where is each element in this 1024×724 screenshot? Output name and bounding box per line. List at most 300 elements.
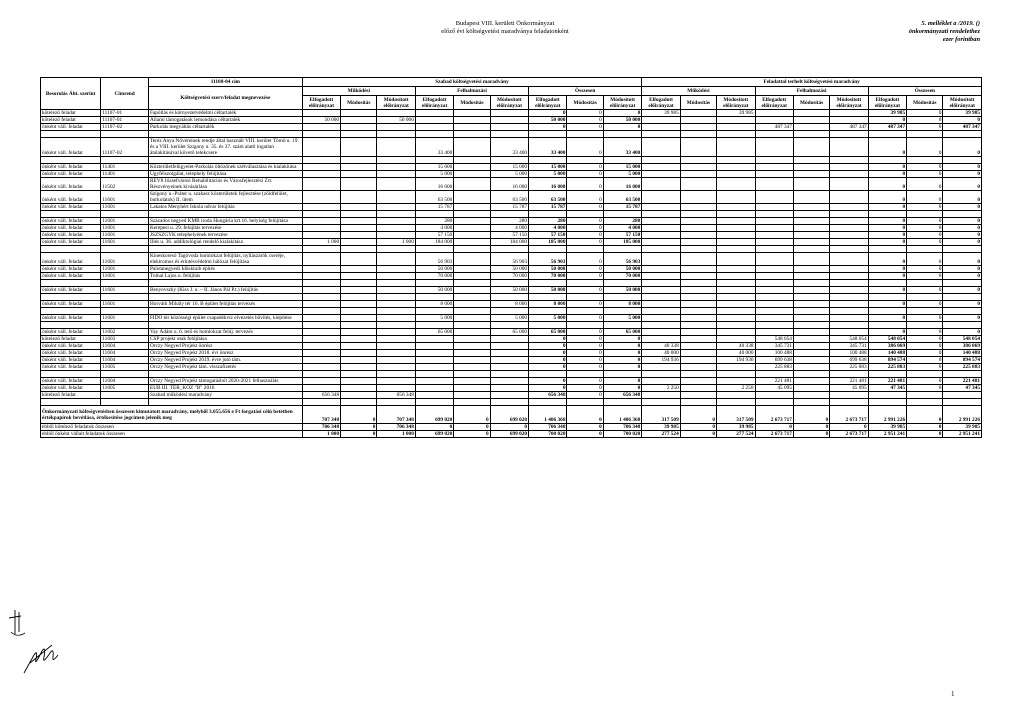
value-cell: [377, 253, 415, 266]
row-description: Állami támogatások lemondása céltartalék: [148, 117, 302, 124]
blank-cell: [943, 280, 982, 287]
value-cell: [830, 225, 868, 232]
value-cell: 0: [907, 266, 943, 273]
blank-cell: [680, 294, 716, 301]
value-cell: [755, 191, 793, 204]
blank-cell: [101, 322, 149, 329]
value-cell: 0: [907, 315, 943, 322]
value-cell: [341, 343, 377, 350]
value-cell: [642, 225, 680, 232]
value-cell: 0: [907, 110, 943, 117]
value-cell: [302, 266, 340, 273]
blank-cell: [680, 131, 716, 138]
summary-value: 2 673 717: [755, 431, 793, 438]
value-cell: [377, 273, 415, 280]
value-cell: 65 000: [490, 329, 528, 336]
blank-cell: [868, 308, 906, 315]
row-classification: kötelező feladat: [41, 336, 101, 343]
spacer-row: [41, 211, 982, 218]
value-cell: 0: [907, 124, 943, 131]
summary-value: 0: [907, 431, 943, 438]
header-cimrend: Címrend: [101, 78, 149, 110]
row-description: Tolnai Lajos u. felújítás: [148, 273, 302, 280]
value-cell: 50 000: [603, 287, 642, 294]
value-cell: 0: [907, 343, 943, 350]
blank-cell: [101, 157, 149, 164]
blank-cell: [302, 157, 340, 164]
summary-value: 707 348: [377, 406, 415, 424]
value-cell: [377, 315, 415, 322]
summary-value: 317 509: [642, 406, 680, 424]
value-cell: 487 347: [830, 124, 868, 131]
value-cell: 548 054: [830, 336, 868, 343]
blank-cell: [717, 322, 755, 329]
value-cell: 100 488: [755, 350, 793, 357]
value-cell: 15 787: [603, 204, 642, 211]
value-cell: [341, 178, 377, 191]
header-modositott: Módosított előirányzat: [943, 96, 982, 110]
row-classification: kötelező feladat: [41, 110, 101, 117]
value-cell: 894 574: [943, 357, 982, 364]
value-cell: 15 787: [529, 204, 567, 211]
value-cell: [680, 385, 716, 392]
value-cell: 0: [529, 378, 567, 385]
value-cell: 5 000: [529, 171, 567, 178]
value-cell: [755, 287, 793, 294]
value-cell: 5 000: [415, 315, 453, 322]
blank-cell: [415, 157, 453, 164]
blank-cell: [490, 157, 528, 164]
value-cell: [642, 204, 680, 211]
value-cell: 0: [567, 357, 603, 364]
value-cell: 0: [868, 178, 906, 191]
value-cell: [302, 343, 340, 350]
value-cell: 0: [567, 232, 603, 239]
blank-cell: [907, 131, 943, 138]
value-cell: [830, 266, 868, 273]
blank-cell: [101, 399, 149, 406]
value-cell: [793, 350, 829, 357]
blank-cell: [943, 308, 982, 315]
blank-cell: [148, 246, 302, 253]
blank-cell: [148, 131, 302, 138]
blank-cell: [454, 246, 490, 253]
row-classification: önként váll. feladat: [41, 164, 101, 171]
blank-cell: [302, 322, 340, 329]
value-cell: 0: [868, 204, 906, 211]
blank-cell: [830, 322, 868, 329]
summary-value: 2 673 717: [830, 431, 868, 438]
value-cell: 57 150: [603, 232, 642, 239]
value-cell: 0: [907, 218, 943, 225]
value-cell: 0: [907, 336, 943, 343]
blank-cell: [148, 157, 302, 164]
blank-cell: [680, 211, 716, 218]
value-cell: [341, 266, 377, 273]
value-cell: [454, 357, 490, 364]
value-cell: 50 000: [529, 117, 567, 124]
summary-value: 0: [680, 406, 716, 424]
row-title-code: 11603: [101, 336, 149, 343]
value-cell: [907, 392, 943, 399]
row-title-code: 11601: [101, 204, 149, 211]
row-title-code: 11601: [101, 218, 149, 225]
value-cell: [830, 287, 868, 294]
blank-cell: [341, 280, 377, 287]
blank-cell: [101, 294, 149, 301]
value-cell: 15 787: [415, 204, 453, 211]
blank-cell: [907, 294, 943, 301]
blank-cell: [603, 294, 642, 301]
table-row: [41, 343, 982, 350]
blank-cell: [41, 322, 101, 329]
blank-cell: [830, 157, 868, 164]
blank-cell: [793, 308, 829, 315]
blank-cell: [830, 371, 868, 378]
blank-cell: [377, 371, 415, 378]
blank-cell: [755, 131, 793, 138]
summary-value: 2 951 241: [943, 431, 982, 438]
value-cell: 386 069: [868, 343, 906, 350]
value-cell: 5 000: [490, 315, 528, 322]
value-cell: 0: [943, 232, 982, 239]
value-cell: [755, 138, 793, 157]
blank-cell: [567, 371, 603, 378]
summary-value: 1 000: [377, 431, 415, 438]
value-cell: 0: [529, 110, 567, 117]
blank-cell: [148, 294, 302, 301]
value-cell: [793, 287, 829, 294]
value-cell: [680, 124, 716, 131]
row-classification: önként váll. feladat: [41, 343, 101, 350]
header-modositott: Módosított előirányzat: [830, 96, 868, 110]
value-cell: [680, 191, 716, 204]
value-cell: 0: [907, 301, 943, 308]
value-cell: [454, 336, 490, 343]
row-classification: önként váll. feladat: [41, 218, 101, 225]
summary-value: 277 524: [642, 431, 680, 438]
value-cell: [755, 301, 793, 308]
value-cell: [680, 378, 716, 385]
value-cell: 0: [868, 225, 906, 232]
blank-cell: [755, 280, 793, 287]
value-cell: 0: [567, 178, 603, 191]
blank-cell: [717, 294, 755, 301]
document-title: Budapest VIII. kerületi Önkormányzat: [455, 20, 555, 27]
value-cell: 221 481: [868, 378, 906, 385]
blank-cell: [868, 399, 906, 406]
value-cell: [642, 273, 680, 280]
blank-cell: [415, 322, 453, 329]
row-title-code: 11601: [101, 301, 149, 308]
blank-cell: [341, 371, 377, 378]
residual-budget-table: [40, 77, 982, 438]
value-cell: 56 903: [529, 253, 567, 266]
value-cell: 0: [868, 239, 906, 246]
value-cell: [680, 392, 716, 399]
value-cell: 0: [943, 273, 982, 280]
blank-cell: [603, 246, 642, 253]
blank-cell: [341, 157, 377, 164]
header-modositas: Módosítás: [793, 96, 829, 110]
blank-cell: [41, 131, 101, 138]
table-row: [41, 239, 982, 246]
blank-cell: [907, 322, 943, 329]
value-cell: 0: [603, 336, 642, 343]
value-cell: [415, 110, 453, 117]
row-classification: önként váll. feladat: [41, 171, 101, 178]
value-cell: [490, 336, 528, 343]
value-cell: 39 985: [868, 110, 906, 117]
summary-value: 0: [793, 406, 829, 424]
row-title-code: [101, 392, 149, 399]
blank-cell: [943, 399, 982, 406]
value-cell: [642, 164, 680, 171]
value-cell: 57 150: [415, 232, 453, 239]
value-cell: [302, 124, 340, 131]
row-classification: önként váll. feladat: [41, 239, 101, 246]
value-cell: 0: [567, 225, 603, 232]
row-description: Közterületfelügyelet-Parkolás öltözőnek szétválasztása és kialakítása: [148, 164, 302, 171]
blank-cell: [377, 399, 415, 406]
summary-value: 2 673 717: [830, 406, 868, 424]
spacer-row: [41, 157, 982, 164]
blank-cell: [830, 246, 868, 253]
blank-cell: [101, 371, 149, 378]
value-cell: 0: [567, 301, 603, 308]
value-cell: 4 000: [415, 225, 453, 232]
document-subtitle: előző évi költségvetési maradványa feladatonként: [441, 28, 569, 35]
handwritten-signature: [20, 633, 62, 679]
blank-cell: [755, 371, 793, 378]
blank-cell: [717, 399, 755, 406]
blank-cell: [377, 246, 415, 253]
spacer-row: [41, 131, 982, 138]
value-cell: 40 000: [717, 350, 755, 357]
value-cell: 40 338: [642, 343, 680, 350]
row-title-code: 11605: [101, 364, 149, 371]
blank-cell: [717, 211, 755, 218]
value-cell: [341, 357, 377, 364]
blank-cell: [603, 211, 642, 218]
value-cell: [793, 218, 829, 225]
row-description: EUB III. TÉR_KÖZ "B" 2016: [148, 385, 302, 392]
row-title-code: 11601: [101, 239, 149, 246]
value-cell: [642, 315, 680, 322]
value-cell: [454, 178, 490, 191]
value-cell: [341, 350, 377, 357]
row-description: Százados negyed KMB iroda Hungária krt.16. helyiség felújítása: [148, 218, 302, 225]
summary-value: 2 951 241: [868, 431, 906, 438]
value-cell: 2 250: [717, 385, 755, 392]
row-description: Illés u. 36. addiktológiai rendelő kialakítása: [148, 239, 302, 246]
blank-cell: [943, 371, 982, 378]
header-modositott: Módosított előirányzat: [377, 96, 415, 110]
blank-cell: [101, 211, 149, 218]
value-cell: 0: [907, 232, 943, 239]
value-cell: [302, 315, 340, 322]
value-cell: 656 348: [603, 392, 642, 399]
value-cell: 33 400: [415, 138, 453, 157]
blank-cell: [529, 294, 567, 301]
value-cell: [415, 392, 453, 399]
value-cell: 56 903: [415, 253, 453, 266]
value-cell: [490, 378, 528, 385]
value-cell: [377, 364, 415, 371]
header-elfogadott: Elfogadott előirányzat: [755, 96, 793, 110]
row-title-code: 11601: [101, 232, 149, 239]
value-cell: [943, 392, 982, 399]
value-cell: [377, 301, 415, 308]
value-cell: 50 000: [490, 287, 528, 294]
summary-label: Önkormányzati költségvetésben összesen kimutatott maradvány, melyből 3.055.656 e Ft forgatási célú betétben értékpapírok bevétlása, értékesítése jogcímen jelenik meg: [41, 406, 303, 424]
value-cell: [490, 117, 528, 124]
row-classification: kötelező feladat: [41, 392, 101, 399]
row-title-code: 11604: [101, 357, 149, 364]
summary-value: 1 406 368: [603, 406, 642, 424]
value-cell: [341, 385, 377, 392]
blank-cell: [454, 322, 490, 329]
summary-value: 699 020: [415, 431, 453, 438]
blank-cell: [755, 157, 793, 164]
value-cell: [490, 110, 528, 117]
table-row: [41, 392, 982, 399]
value-cell: [377, 218, 415, 225]
table-row: [41, 204, 982, 211]
value-cell: [415, 378, 453, 385]
blank-cell: [490, 246, 528, 253]
row-description: Lakatos Menyhért Iskola udvar felújítás: [148, 204, 302, 211]
value-cell: [415, 124, 453, 131]
header-elfogadott: Elfogadott előirányzat: [642, 96, 680, 110]
value-cell: 0: [868, 191, 906, 204]
value-cell: 0: [529, 357, 567, 364]
value-cell: 487 347: [868, 124, 906, 131]
value-cell: [755, 253, 793, 266]
value-cell: [830, 164, 868, 171]
value-cell: [490, 357, 528, 364]
row-classification: önként váll. feladat: [41, 232, 101, 239]
value-cell: 57 150: [529, 232, 567, 239]
value-cell: [830, 218, 868, 225]
summary-value: 0: [793, 431, 829, 438]
value-cell: [415, 357, 453, 364]
value-cell: [755, 392, 793, 399]
blank-cell: [567, 322, 603, 329]
spacer-row: [41, 371, 982, 378]
value-cell: [302, 225, 340, 232]
value-cell: 0: [907, 273, 943, 280]
value-cell: 386 069: [943, 343, 982, 350]
blank-cell: [943, 211, 982, 218]
value-cell: [642, 191, 680, 204]
value-cell: [717, 301, 755, 308]
blank-cell: [302, 280, 340, 287]
blank-cell: [642, 280, 680, 287]
value-cell: 0: [603, 357, 642, 364]
value-cell: [341, 287, 377, 294]
blank-cell: [490, 308, 528, 315]
value-cell: [755, 164, 793, 171]
value-cell: [717, 315, 755, 322]
value-cell: 4 000: [490, 225, 528, 232]
value-cell: 45 095: [755, 385, 793, 392]
row-classification: önként váll. feladat: [41, 273, 101, 280]
value-cell: 0: [907, 164, 943, 171]
blank-cell: [415, 294, 453, 301]
value-cell: [755, 225, 793, 232]
row-classification: önként váll. feladat: [41, 178, 101, 191]
row-title-code: 11605: [101, 385, 149, 392]
blank-cell: [717, 157, 755, 164]
value-cell: 194 936: [717, 357, 755, 364]
value-cell: 221 481: [755, 378, 793, 385]
value-cell: 0: [868, 287, 906, 294]
value-cell: 0: [567, 315, 603, 322]
value-cell: [680, 315, 716, 322]
value-cell: [302, 329, 340, 336]
value-cell: [830, 392, 868, 399]
blank-cell: [148, 280, 302, 287]
value-cell: 0: [907, 378, 943, 385]
value-cell: [793, 138, 829, 157]
header-elfogadott: Elfogadott előirányzat: [529, 96, 567, 110]
value-cell: 50 000: [415, 287, 453, 294]
value-cell: [454, 315, 490, 322]
row-title-code: 11401: [101, 164, 149, 171]
value-cell: 50 000: [377, 117, 415, 124]
value-cell: 39 985: [717, 110, 755, 117]
value-cell: [680, 239, 716, 246]
value-cell: [341, 218, 377, 225]
value-cell: [680, 287, 716, 294]
blank-cell: [907, 157, 943, 164]
blank-cell: [717, 131, 755, 138]
value-cell: 656 348: [302, 392, 340, 399]
blank-cell: [793, 131, 829, 138]
value-cell: [454, 392, 490, 399]
blank-cell: [830, 280, 868, 287]
summary-value: 317 509: [717, 406, 755, 424]
value-cell: [755, 110, 793, 117]
value-cell: [793, 117, 829, 124]
header-szabad: Szabad költségvetési maradvány: [302, 78, 642, 87]
value-cell: [680, 178, 716, 191]
value-cell: [302, 273, 340, 280]
row-classification: önként váll. feladat: [41, 301, 101, 308]
summary-value: 700 020: [603, 431, 642, 438]
row-title-code: 11604: [101, 350, 149, 357]
blank-cell: [943, 131, 982, 138]
row-title-code: 11601: [101, 315, 149, 322]
value-cell: [717, 191, 755, 204]
blank-cell: [529, 157, 567, 164]
summary-value: 2 673 717: [755, 406, 793, 424]
blank-cell: [907, 246, 943, 253]
row-description: Fapótlás és környezetvédelmi céltartalék: [148, 110, 302, 117]
row-classification: önként váll. feladat: [41, 287, 101, 294]
value-cell: [680, 138, 716, 157]
value-cell: [302, 178, 340, 191]
blank-cell: [830, 211, 868, 218]
value-cell: [341, 110, 377, 117]
blank-cell: [341, 294, 377, 301]
header-osszesen: Összesen: [529, 87, 642, 96]
value-cell: [793, 378, 829, 385]
value-cell: 0: [529, 350, 567, 357]
value-cell: 185 000: [603, 239, 642, 246]
value-cell: 0: [567, 204, 603, 211]
